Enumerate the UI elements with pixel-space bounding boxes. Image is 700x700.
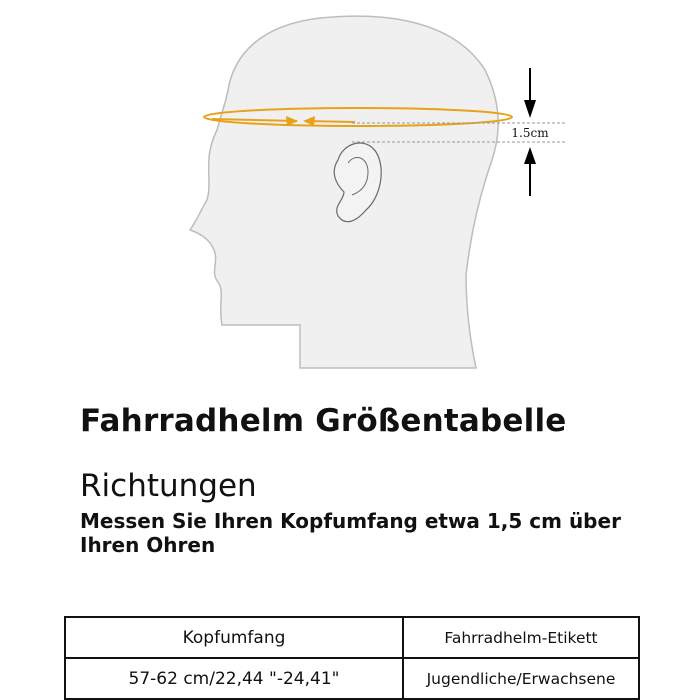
arrow-up-icon: [524, 147, 536, 196]
page-title: Fahrradhelm Größentabelle: [80, 403, 567, 439]
section-heading: Richtungen: [80, 468, 257, 504]
measurement-label: 1.5cm: [511, 126, 549, 140]
table-row: [65, 658, 639, 699]
cell-helmet-label: Jugendliche/Erwachsene: [403, 658, 639, 699]
size-chart-table: [64, 616, 640, 700]
cell-size-range: 57-62 cm/22,44 "-24,41": [65, 658, 403, 699]
arrow-down-icon: [524, 68, 536, 118]
header-helmet-label: Fahrradhelm-Etikett: [403, 617, 639, 658]
instruction-text: Messen Sie Ihren Kopfumfang etwa 1,5 cm über Ihren Ohren: [80, 509, 621, 557]
header-head-circumference: Kopfumfang: [65, 617, 403, 658]
table-header-row: [65, 617, 639, 658]
